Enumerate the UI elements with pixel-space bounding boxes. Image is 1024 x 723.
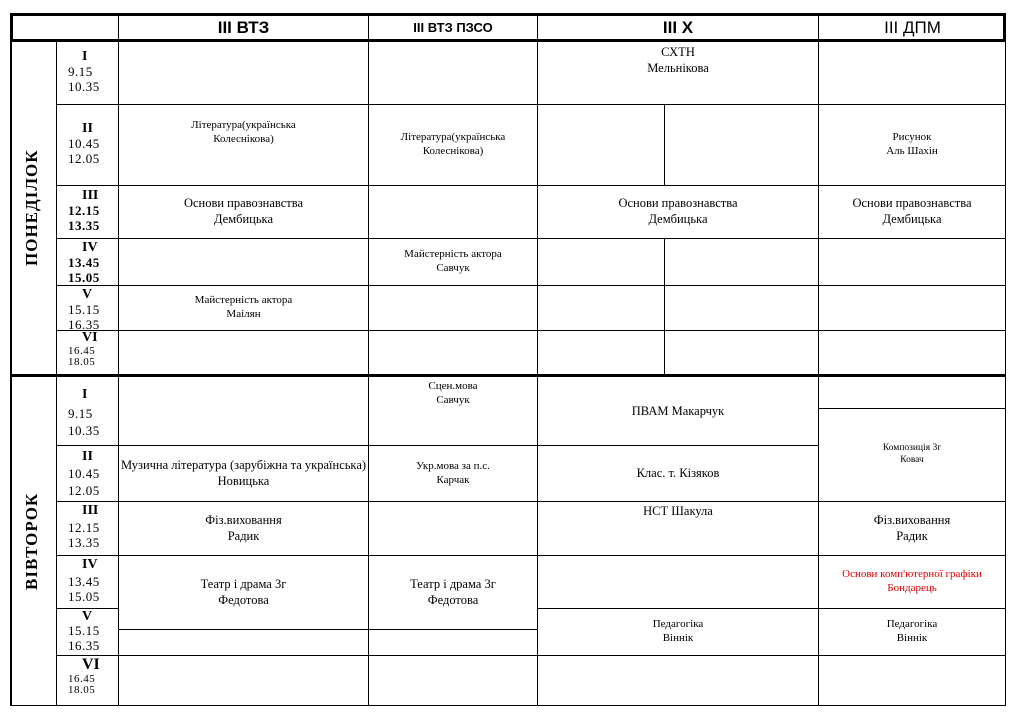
lesson-tue-comp: Композиція 3г Ковач <box>882 443 942 465</box>
lesson-mon-actor-vtz: Майстерність актора Маілян <box>194 294 293 320</box>
period-mon-5: V 15.15 16.35 <box>68 287 100 333</box>
lesson-tue-fiz-vtz: Фіз.виховання Радик <box>205 512 282 543</box>
lesson-tue-ukr: Укр.мова за п.с. Карчак <box>416 459 490 486</box>
lesson-tue-scen: Сцен.мова Савчук <box>428 380 478 406</box>
lesson-mon-law-vtz: Основи правознавства Дембицька <box>183 196 304 226</box>
lesson-tue-pedagogy-dpm: Педагогіка Віннік <box>886 618 938 644</box>
period-mon-3: III 12.15 13.35 <box>68 188 100 234</box>
header-group-3: III Х <box>662 17 694 37</box>
day-monday: ПОНЕДІЛОК <box>22 149 41 267</box>
lesson-tue-music: Музична література (зарубіжна та українська) Новицька <box>120 457 367 488</box>
period-tue-1: I 9.15 10.35 <box>68 387 100 439</box>
lesson-mon-sxtn: СХТН Мельнікова <box>647 45 709 75</box>
lesson-tue-klas: Клас. т. Кізяков <box>636 465 720 480</box>
period-mon-2: II 10.45 12.05 <box>68 121 100 167</box>
period-tue-6: VI 16.45 18.05 <box>68 656 100 697</box>
lesson-tue-fiz-dpm: Фіз.виховання Радик <box>873 512 951 543</box>
lesson-mon-literature-vtz: Література(українська Колеснікова) <box>191 118 296 145</box>
lesson-tue-theatre-pzso: Театр і драма 3г Федотова <box>410 576 496 607</box>
period-tue-3: III 12.15 13.35 <box>68 503 100 551</box>
period-mon-6: VI 16.45 18.05 <box>68 330 98 369</box>
day-separator <box>10 374 1006 377</box>
lesson-mon-literature-pzso: Література(українська Колеснікова) <box>400 131 506 157</box>
lesson-tue-nst: НСТ Шакула <box>643 504 713 518</box>
period-mon-1: I 9.15 10.35 <box>68 49 100 95</box>
lesson-tue-computer-graphics: Основи комп'ютерної графіки Бондарець <box>842 568 982 594</box>
day-tuesday: ВІВТОРОК <box>22 492 41 590</box>
lesson-tue-pedagogy-x: Педагогіка Віннік <box>652 618 704 644</box>
lesson-mon-actor-pzso: Майстерність актора Савчук <box>404 248 502 274</box>
header-group-4: III ДПМ <box>884 17 941 37</box>
period-tue-4: IV 13.45 15.05 <box>68 557 100 605</box>
header-group-2: III ВТЗ ПЗСО <box>413 20 493 35</box>
lesson-mon-law-dpm: Основи правознавства Дембицька <box>852 196 972 226</box>
lesson-mon-law-x: Основи правознавства Дембицька <box>618 196 738 226</box>
lesson-mon-drawing: Рисунок Аль Шахін <box>886 131 938 157</box>
lesson-tue-pvam: ПВАМ Макарчук <box>631 403 725 418</box>
header-group-1: III ВТЗ <box>217 17 270 37</box>
lesson-tue-theatre-vtz: Театр і драма 3г Федотова <box>200 576 287 607</box>
period-mon-4: IV 13.45 15.05 <box>68 240 100 286</box>
period-tue-2: II 10.45 12.05 <box>68 449 100 499</box>
period-tue-5: V 15.15 16.35 <box>68 609 100 653</box>
